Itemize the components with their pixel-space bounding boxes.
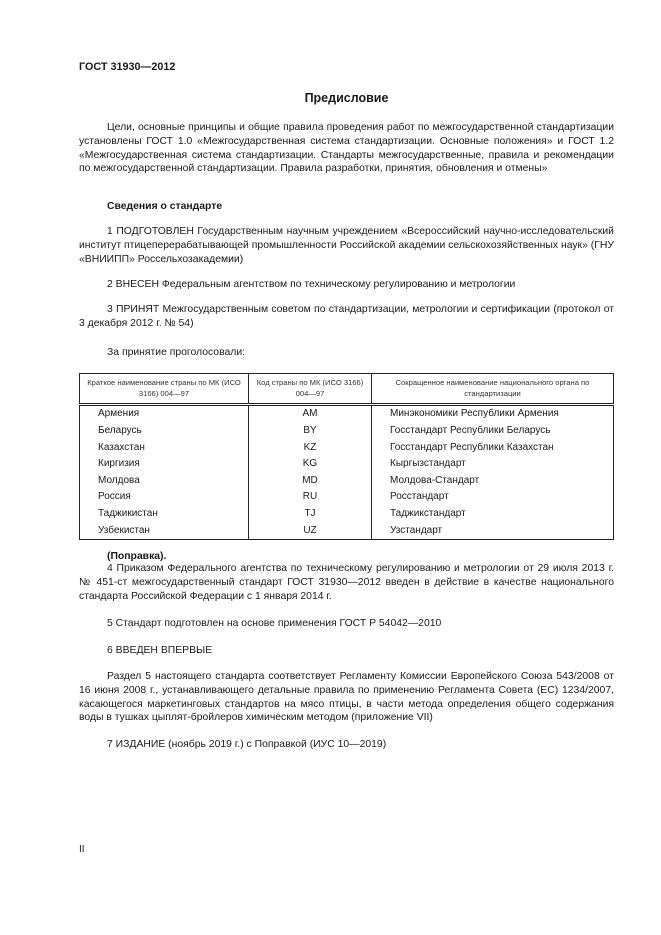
code-cell: AM <box>249 405 372 423</box>
country-cell: Таджикистан <box>80 506 249 523</box>
country-cell: Киргизия <box>80 456 249 473</box>
item-4: 4 Приказом Федерального агентства по техническому регулированию и метрологии от 29 июля 2013 г. № 451-ст межгосударственный стандарт ГОСТ 31930—2012 введен в действие в качестве национального стандарта Российской Федерации с 1 января 2014 г. <box>79 563 614 602</box>
table-row <box>80 439 614 456</box>
table-row <box>80 472 614 489</box>
authority-cell: Росстандарт <box>372 489 614 506</box>
country-cell: Казахстан <box>80 439 249 456</box>
page-title: Предисловие <box>304 91 389 105</box>
authority-cell: Кыргызстандарт <box>372 456 614 473</box>
col-header-authority: Сокращенное наименование национального органа по стандартизации <box>372 374 614 405</box>
col-header-code: Код страны по МК (ИСО 3166) 004—97 <box>249 374 372 405</box>
table-row <box>80 456 614 473</box>
amendment-note: (Поправка). <box>107 551 167 562</box>
page-number: II <box>79 844 85 855</box>
code-cell: KG <box>249 456 372 473</box>
code-cell: KZ <box>249 439 372 456</box>
country-cell: Армения <box>80 405 249 423</box>
item-5: 5 Стандарт подготовлен на основе применения ГОСТ Р 54042—2010 <box>107 618 442 629</box>
table-row <box>80 522 614 539</box>
authority-cell: Госстандарт Республики Беларусь <box>372 423 614 440</box>
code-cell: BY <box>249 423 372 440</box>
table-row <box>80 405 614 423</box>
item-7: 7 ИЗДАНИЕ (ноябрь 2019 г.) с Поправкой (ИУС 10—2019) <box>107 739 387 750</box>
item-3: 3 ПРИНЯТ Межгосударственным советом по стандартизации, метрологии и сертификации (протокол от 3 декабря 2012 г. № 54) <box>79 304 614 329</box>
table-row <box>80 423 614 440</box>
country-cell: Узбекистан <box>80 522 249 539</box>
code-cell: MD <box>249 472 372 489</box>
voted-label: За принятие проголосовали: <box>107 347 246 358</box>
authority-cell: Узстандарт <box>372 522 614 539</box>
voting-table <box>79 373 614 540</box>
country-cell: Молдова <box>80 472 249 489</box>
table-row <box>80 506 614 523</box>
section-heading: Сведения о стандарте <box>107 201 223 212</box>
item-1: 1 ПОДГОТОВЛЕН Государственным научным учреждением «Всероссийский научно-исследовательский институт птицеперерабатывающей промышленности Российской академии сельскохозяйственных наук» (ГНУ «ВНИИПП» Россельхозакадемии) <box>79 226 614 265</box>
code-cell: RU <box>249 489 372 506</box>
country-cell: Беларусь <box>80 423 249 440</box>
col-header-country: Краткое наименование страны по МК (ИСО 3166) 004—97 <box>80 374 249 405</box>
authority-cell: Молдова-Стандарт <box>372 472 614 489</box>
authority-cell: Минэкономики Республики Армения <box>372 405 614 423</box>
code-cell: UZ <box>249 522 372 539</box>
code-cell: TJ <box>249 506 372 523</box>
document-header: ГОСТ 31930—2012 <box>79 61 176 73</box>
authority-cell: Таджикстандарт <box>372 506 614 523</box>
table-row <box>80 489 614 506</box>
country-cell: Россия <box>80 489 249 506</box>
section-5-paragraph: Раздел 5 настоящего стандарта соответствует Регламенту Комиссии Европейского Союза 543/2008 от 16 июня 2008 г., устанавливающего детальные правила по применению Регламента Совета (ЕС) 1234/2007, касающегося маркетинговых стандартов на мясо птицы, в части метода определения общего содержания воды в тушках цыплят-бройлеров химическим методом (приложение VII) <box>79 671 614 724</box>
item-2: 2 ВНЕСЕН Федеральным агентством по техническому регулированию и метрологии <box>107 279 516 290</box>
intro-paragraph: Цели, основные принципы и общие правила проведения работ по межгосударственной стандартизации установлены ГОСТ 1.0 «Межгосударственная система стандартизации. Основные положения» и ГОСТ 1.2 «Межгосударственная система стандартизации. Стандарты межгосударственные, правила и рекомендации по межгосударственной стандартизации. Правила разработки, принятия, обновления и отмены» <box>79 122 614 175</box>
item-6: 6 ВВЕДЕН ВПЕРВЫЕ <box>107 645 213 656</box>
authority-cell: Госстандарт Республики Казахстан <box>372 439 614 456</box>
